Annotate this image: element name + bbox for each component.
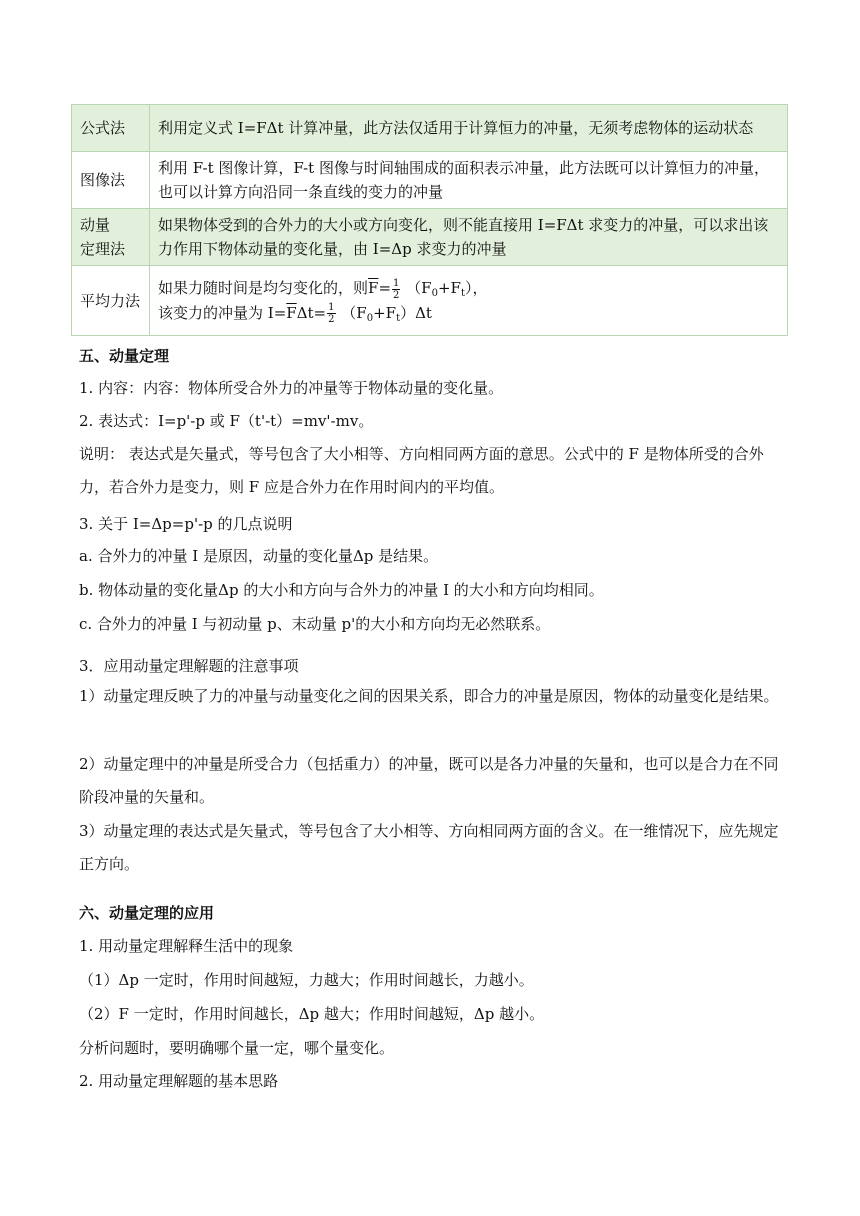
average-force-formula-line2: 该变力的冲量为 $I=\overline{F}\Delta t=$ $\frac{1}{2}$ $(F_0+F_t)\Delta t$ xyxy=(158,302,432,325)
method-name-line1: 动量 xyxy=(80,216,111,234)
method-description xyxy=(150,266,788,336)
paragraph: 3）动量定理的表达式是矢量式，等号包含了大小相等、方向相同两方面的含义。在一维情况下，应先规定正方向。 xyxy=(79,822,779,873)
paragraph: 1. 用动量定理解释生活中的现象 xyxy=(79,937,294,955)
paragraph: 3．应用动量定理解题的注意事项 xyxy=(79,657,299,675)
method-name: 公式法 xyxy=(72,105,150,152)
method-description: 利用 F-t 图像计算，F-t 图像与时间轴围成的面积表示冲量，此方法既可以计算恒力的冲量，也可以计算方向沿同一条直线的变力的冲量 xyxy=(150,152,788,209)
paragraph: 1）动量定理反映了力的冲量与动量变化之间的因果关系，即合力的冲量是原因，物体的动量变化是结果。 xyxy=(79,687,779,705)
fraction-one-half: $\frac{1}{2}$ xyxy=(393,277,400,301)
paragraph: 2. 表达式：I=p'-p 或 F（t'-t）=mv'-mv。 xyxy=(79,412,374,430)
paragraph: c. 合外力的冲量 I 与初动量 p、末动量 p'的大小和方向均无必然联系。 xyxy=(79,615,551,633)
paragraph: 说明： 表达式是矢量式，等号包含了大小相等、方向相同两方面的意思。公式中的 F 是物体所受的合外力，若合外力是变力，则 F 应是合外力在作用时间内的平均值。 xyxy=(79,445,764,496)
method-name-line2: 定理法 xyxy=(80,240,126,258)
table-row xyxy=(72,209,788,266)
average-force-formula-line1: 如果力随时间是均匀变化的，则$\overline{F}=$ $\frac{1}{2}$ $(F_0+F_t)$， xyxy=(158,277,488,301)
method-description: 如果物体受到的合外力的大小或方向变化，则不能直接用 I=FΔt 求变力的冲量，可以求出该力作用下物体动量的变化量，由 I=Δp 求变力的冲量 xyxy=(150,209,788,266)
paragraph: 1. 内容：内容：物体所受合外力的冲量等于物体动量的变化量。 xyxy=(79,379,504,397)
paragraph: 分析问题时，要明确哪个量一定，哪个量变化。 xyxy=(79,1039,395,1057)
impulse-methods-table xyxy=(71,104,788,336)
method-description: 利用定义式 I=FΔt 计算冲量，此方法仅适用于计算恒力的冲量，无须考虑物体的运动状态 xyxy=(150,105,788,152)
table-row xyxy=(72,105,788,152)
fraction-one-half: $\frac{1}{2}$ xyxy=(328,302,335,325)
paragraph: 3. 关于 I=Δp=p'-p 的几点说明 xyxy=(79,515,293,533)
method-name: 平均力法 xyxy=(72,266,150,336)
method-name xyxy=(72,209,150,266)
section-heading: 六、动量定理的应用 xyxy=(79,904,215,922)
table-row xyxy=(72,152,788,209)
paragraph: a. 合外力的冲量 I 是原因，动量的变化量Δp 是结果。 xyxy=(79,547,439,565)
section-heading: 五、动量定理 xyxy=(79,347,170,365)
paragraph: 2. 用动量定理解题的基本思路 xyxy=(79,1072,279,1090)
paragraph: （2）F 一定时，作用时间越长，Δp 越大；作用时间越短，Δp 越小。 xyxy=(79,1005,545,1023)
paragraph: b. 物体动量的变化量Δp 的大小和方向与合外力的冲量 I 的大小和方向均相同。 xyxy=(79,581,604,599)
method-name: 图像法 xyxy=(72,152,150,209)
f-bar-symbol: $\overline{F}$ xyxy=(368,279,379,297)
paragraph: （1）Δp 一定时，作用时间越短，力越大；作用时间越长，力越小。 xyxy=(79,971,534,989)
paragraph: 2）动量定理中的冲量是所受合力（包括重力）的冲量，既可以是各力冲量的矢量和，也可以是合力在不同阶段冲量的矢量和。 xyxy=(79,755,779,806)
table-row xyxy=(72,266,788,336)
f-bar-symbol: $\overline{F}$ xyxy=(286,303,297,322)
